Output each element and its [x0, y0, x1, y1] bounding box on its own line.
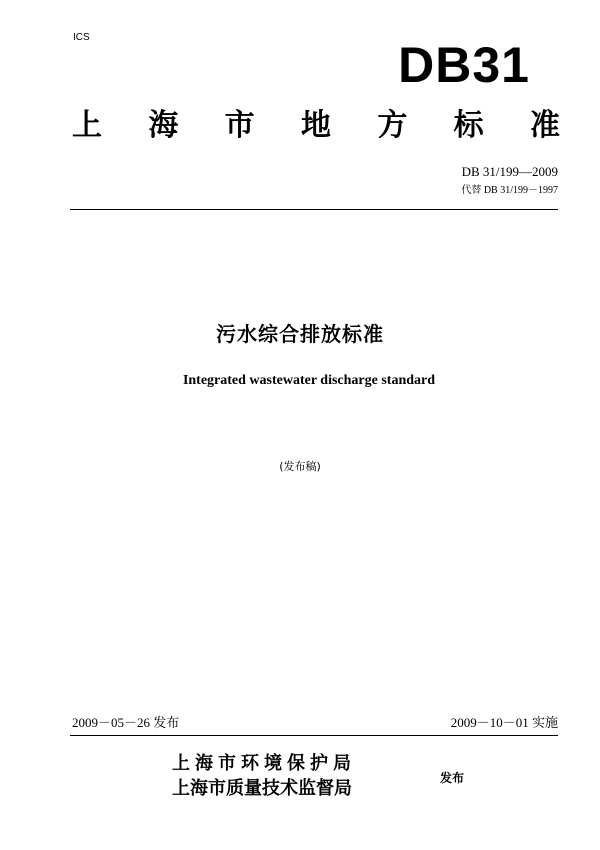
document-title: 污水综合排放标准 — [216, 322, 384, 346]
document-title-english: Integrated wastewater discharge standard — [182, 373, 436, 388]
issuer-quality-bureau: 上海市质量技术监督局 — [172, 778, 352, 799]
issuer-environment-bureau: 上海市环境保护局 — [172, 753, 356, 774]
replaces-note: 代替 DB 31/199－1997 — [461, 185, 558, 196]
standard-number: DB 31/199—2009 — [461, 164, 558, 179]
standard-type-char: 海 — [148, 108, 179, 143]
standard-type-char: 标 — [453, 108, 484, 143]
bottom-divider — [70, 735, 558, 736]
standard-type-char: 地 — [300, 108, 331, 143]
standard-type-char: 方 — [377, 108, 408, 143]
issue-word: 发布 — [440, 771, 465, 785]
implementation-date: 2009－10－01 实施 — [450, 715, 558, 730]
standard-type-heading — [72, 108, 560, 144]
top-divider — [70, 209, 558, 210]
standard-type-char: 市 — [224, 108, 255, 143]
standard-mark: DB31 — [398, 37, 530, 93]
issue-date: 2009－05－26 发布 — [72, 715, 180, 730]
draft-note: (发布稿) — [279, 460, 321, 473]
standard-type-char: 上 — [72, 108, 102, 143]
ics-label: ICS — [73, 32, 90, 43]
standard-type-char: 准 — [529, 108, 560, 143]
